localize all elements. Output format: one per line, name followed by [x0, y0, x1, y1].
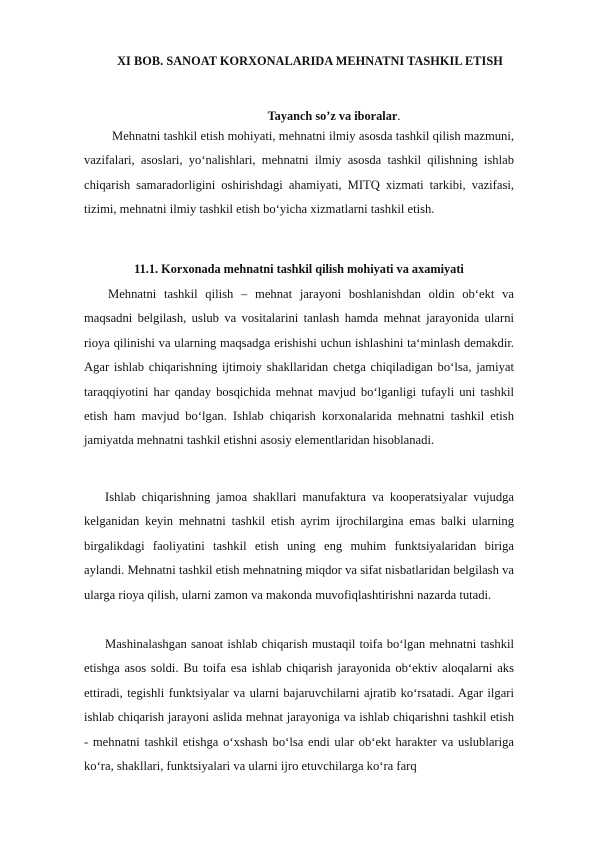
keywords-heading-text: Tayanch so’z va iboralar: [267, 109, 398, 123]
body-paragraph-3: [84, 632, 514, 778]
paragraph-text: Ishlab chiqarishning jamoa shakllari manufaktura va kooperatsiyalar vujudga kelganidan keyin mehnatni tashkil etish ayrim ijrochilargina emas balki ularning birgalikdagi faoliyatini tashkil etish uning eng muhim funktsiyalaridan biriga aylandi. Mehnatni tashkil etish mehnatning miqdor va sifat nisbatlaridan belgilash va ularga rioya qilish, ularni zamon va makonda muvofiqlashtirishni nazarda tutadi.: [84, 490, 514, 602]
paragraph-text: Mashinalashgan sanoat ishlab chiqarish mustaqil toifa bo‘lgan mehnatni tashkil etishga asos soldi. Bu toifa esa ishlab chiqarish jarayonida ob‘ektiv aloqalarni aks ettiradi, tegishli funktsiyalar va ularni bajaruvchilarni ajratib ko‘rsatadi. Agar ilgari ishlab chiqarish jarayoni aslida mehnat jarayoniga va ishlab chiqarishni tashkil etish - mehnatni tashkil etishga o‘xshash bo‘lsa endi ular ob‘ekt harakter va uslublariga ko‘ra, shakllari, funktsiyalari va ularni ijro etuvchilarga ko‘ra farq: [84, 637, 514, 774]
body-paragraph-1: [84, 282, 514, 453]
document-page: [84, 0, 514, 842]
keywords-heading-period: .: [397, 109, 401, 123]
keywords-paragraph: [84, 124, 514, 222]
chapter-title: XI BOB. SANOAT KORXONALARIDA MEHNATNI TASHKIL ETISH: [117, 54, 503, 68]
keywords-heading: [84, 109, 514, 124]
keywords-text: Mehnatni tashkil etish mohiyati, mehnatni ilmiy asosda tashkil qilish mazmuni, vazifalari, asoslari, yo‘nalishlari, mehnatni ilmiy asosda tashkil qilishning ishlab chiqarish samaradorligini oshirishdagi ahamiyati, MITQ xizmati tarkibi, vazifasi, tizimi, mehnatni ilmiy tashkil etish bo‘yicha xizmatlarni tashkil etish.: [84, 129, 514, 217]
body-paragraph-2: [84, 485, 514, 607]
paragraph-text: Mehnatni tashkil qilish – mehnat jarayoni boshlanishdan oldin ob‘ekt va maqsadni belgilash, uslub va vositalarini tanlash hamda mehnat jarayonida ularni rioya qilinishi va ularning maqsadga erishishi uchun ishlashini ta‘minlash demakdir. Agar ishlab chiqarishning ijtimoiy shakllaridan chetga chiqiladigan bo‘lsa, jamiyat taraqqiyotini har qanday bosqichida mehnat mavjud bo‘lganligi tufayli uni tashkil etish ham mavjud bo‘lgan. Ishlab chiqarish korxonalarida mehnatni tashkil etish jamiyatda mehnatni tashkil etishni asosiy elementlaridan hisoblanadi.: [84, 287, 514, 448]
section-title: 11.1. Korxonada mehnatni tashkil qilish mohiyati va axamiyati: [134, 262, 464, 276]
